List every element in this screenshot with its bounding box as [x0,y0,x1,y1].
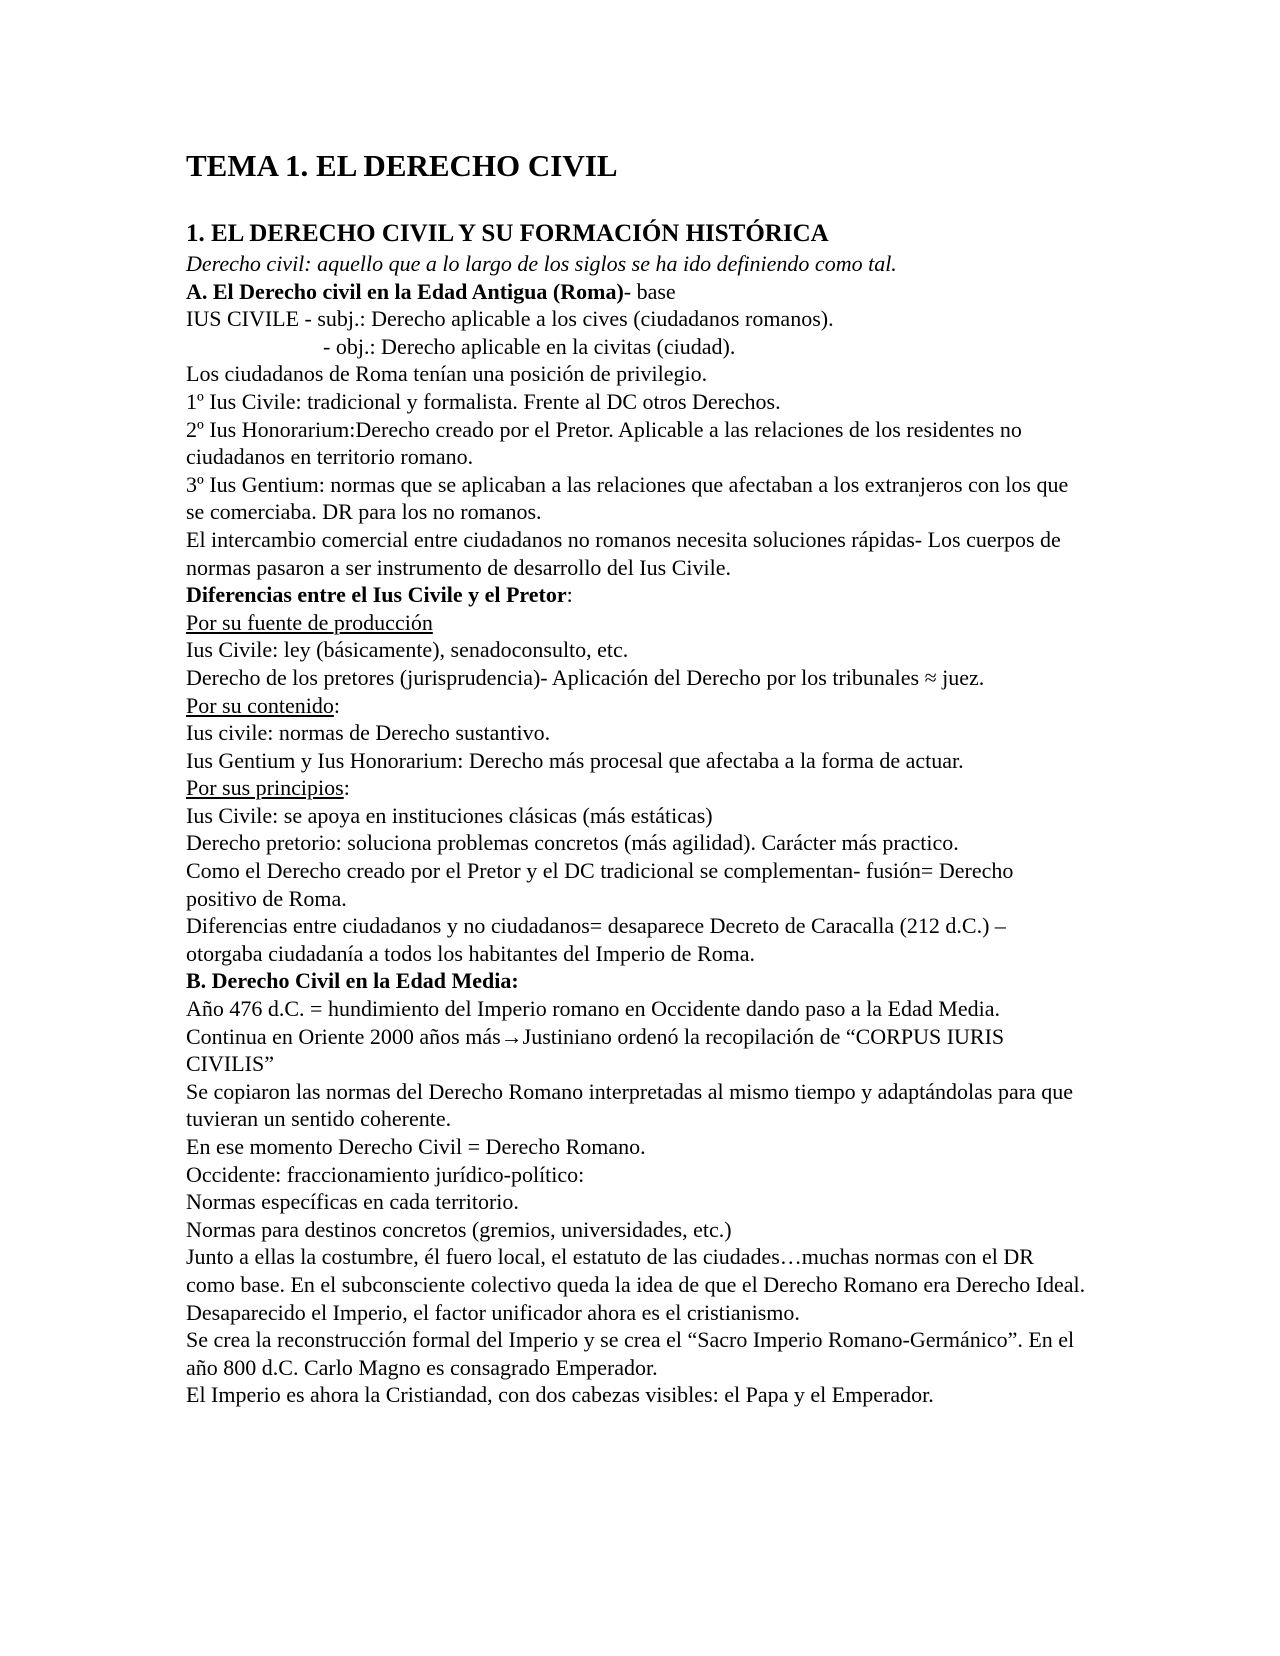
principios-colon: : [343,775,350,801]
contenido-colon: : [333,692,341,718]
paragraph-476: Año 476 d.C. = hundimiento del Imperio romano en Occidente dando paso a la Edad Media. [186,996,1000,1022]
fuente-item-1: Ius Civile: ley (básicamente), senadoconsulto, etc. [186,637,629,663]
paragraph-ius-honorarium: 2º Ius Honorarium:Derecho creado por el Pretor. Aplicable a las relaciones de los residentes no ciudadanos en territorio romano. [186,416,1022,470]
definition-paragraph: Derecho civil: aquello que a lo largo de los siglos se ha ido definiendo como tal. [186,251,897,276]
contenido-heading-line [186,692,1086,720]
paragraph-cristianismo: Desaparecido el Imperio, el factor unificador ahora es el cristianismo. [186,1299,800,1325]
fuente-item-2: Derecho de los pretores (jurisprudencia)- Aplicación del Derecho por los tribunales ≈ juez. [186,664,985,690]
section-a-suffix: - base [623,278,676,304]
document-title: TEMA 1. EL DERECHO CIVIL [186,148,618,183]
document-page [186,146,1086,1409]
paragraph-normas-destinos: Normas para destinos concretos (gremios, universidades, etc.) [186,1216,732,1242]
paragraph-copiaron: Se copiaron las normas del Derecho Romano interpretadas al mismo tiempo y adaptándolas para que tuvieran un sentido coherente. [186,1078,1074,1132]
fuente-heading: Por su fuente de producción [186,609,433,635]
paragraph-ius-gentium: 3º Ius Gentium: normas que se aplicaban a las relaciones que afectaban a los extranjeros con los que se comerciaba. DR para los no romanos. [186,471,1069,525]
paragraph-cristiandad: El Imperio es ahora la Cristiandad, con dos cabezas visibles: el Papa y el Emperador. [186,1382,934,1408]
section-b-heading: B. Derecho Civil en la Edad Media: [186,968,519,994]
principios-item-1: Ius Civile: se apoya en instituciones clásicas (más estáticas) [186,802,713,828]
section-1-heading: 1. EL DERECHO CIVIL Y SU FORMACIÓN HISTÓRICA [186,220,829,247]
section-a-heading: A. El Derecho civil en la Edad Antigua (Roma) [186,278,624,304]
paragraph-sacro-imperio: Se crea la reconstrucción formal del Imperio y se crea el “Sacro Imperio Romano-Germánico”. En el año 800 d.C. Carlo Magno es consagrado Emperador. [186,1327,1075,1380]
contenido-heading: Por su contenido [186,692,334,718]
fuente-heading-line [186,609,1086,637]
paragraph-oriente: Continua en Oriente 2000 años más→Justiniano ordenó la recopilación de “CORPUS IURIS CIVILIS” [186,1023,1005,1077]
paragraph-momento: En ese momento Derecho Civil = Derecho Romano. [186,1134,646,1159]
paragraph-normas-especificas: Normas específicas en cada territorio. [186,1189,519,1215]
section-a-heading-line [186,278,1086,306]
paragraph-caracalla: Diferencias entre ciudadanos y no ciudadanos= desaparece Decreto de Caracalla (212 d.C.) – otorgaba ciudadanía a todos los habitantes del Imperio de Roma. [186,913,1006,966]
paragraph-privilegio: Los ciudadanos de Roma tenían una posición de privilegio. [186,361,708,387]
ius-civile-subj: IUS CIVILE - subj.: Derecho aplicable a los cives (ciudadanos romanos). [186,306,834,332]
principios-heading-line [186,774,1086,802]
diferencias-heading-line [186,581,1086,609]
paragraph-occidente: Occidente: fraccionamiento jurídico-político: [186,1161,585,1187]
contenido-item-2: Ius Gentium y Ius Honorarium: Derecho más procesal que afectaba a la forma de actuar. [186,747,964,773]
principios-item-2: Derecho pretorio: soluciona problemas concretos (más agilidad). Carácter más practico. [186,830,959,856]
contenido-item-1: Ius civile: normas de Derecho sustantivo. [186,720,551,746]
ius-civile-obj: - obj.: Derecho aplicable en la civitas (ciudad). [323,333,736,359]
paragraph-ius-civile: 1º Ius Civile: tradicional y formalista. Frente al DC otros Derechos. [186,388,781,414]
paragraph-costumbre: Junto a ellas la costumbre, él fuero local, el estatuto de las ciudades…muchas normas con el DR como base. En el subconsciente colectivo queda la idea de que el Derecho Romano era Derecho Ideal. [186,1244,1086,1297]
diferencias-colon: : [566,582,573,608]
paragraph-fusion: Como el Derecho creado por el Pretor y el DC tradicional se complementan- fusión= Derecho positivo de Roma. [186,858,1014,911]
principios-heading: Por sus principios [186,775,344,801]
diferencias-heading: Diferencias entre el Ius Civile y el Pretor [186,582,567,608]
paragraph-intercambio: El intercambio comercial entre ciudadanos no romanos necesita soluciones rápidas- Los cuerpos de normas pasaron a ser instrumento de desarrollo del Ius Civile. [186,526,1061,580]
